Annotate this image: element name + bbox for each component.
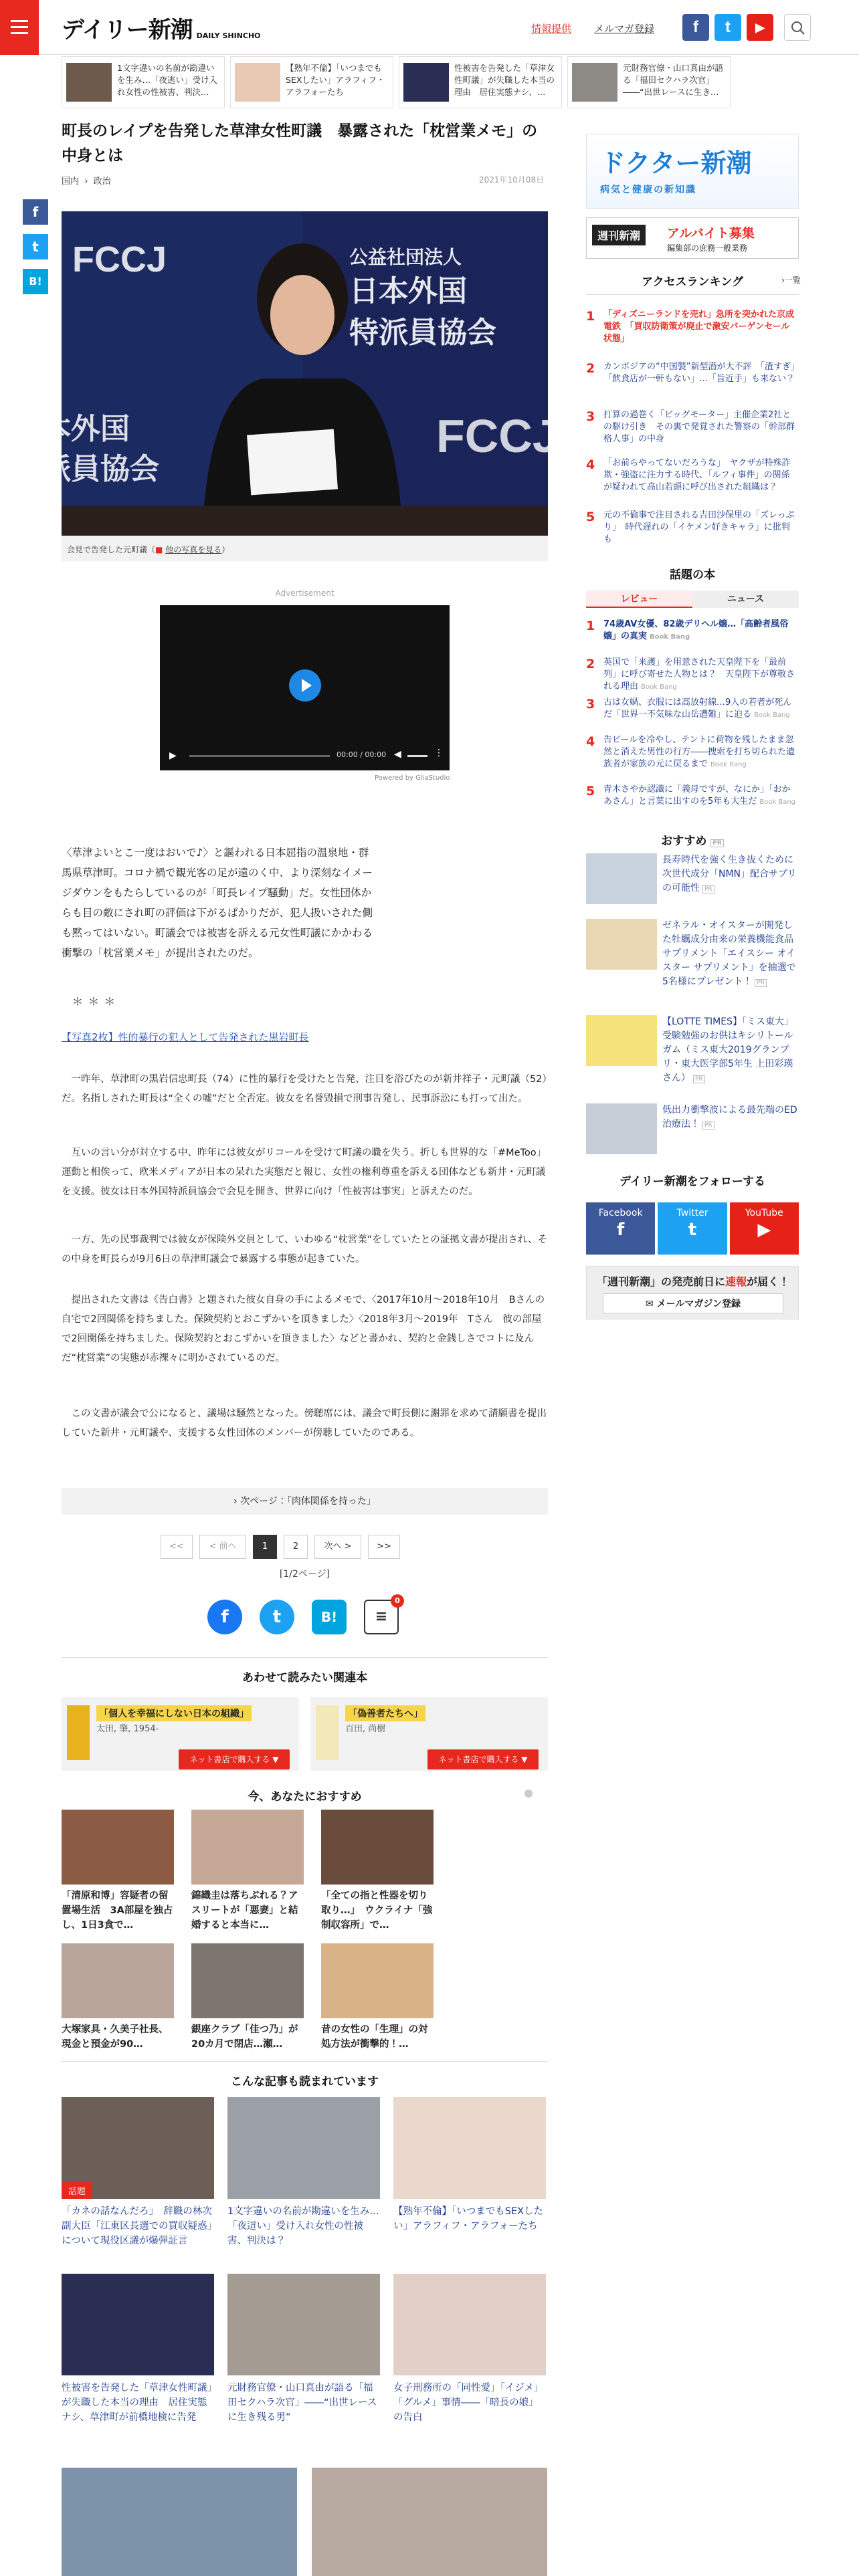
related-books-heading: あわせて読みたい関連本 <box>242 1671 367 1685</box>
comment-icon[interactable] <box>364 1596 400 1634</box>
recommend-item[interactable] <box>191 1810 304 1933</box>
article-paragraph: 〈草津よいとこ一度はおいで♪〉と謳われる日本屈指の温泉地・群馬県草津町。コロナ禍で観光客の足が遠のく中、より深刻なイメージダウンをもたらしているのが「町長レイプ騒動」だ。女性団体からも目の敵にされ町の評価は下がるばかりだが、犯人扱いされた側も黙ってはいない。町議会では被害を訴える元女性町議にかかわる衝撃の「枕営業メモ」が提出されたのだ。 <box>62 847 373 959</box>
youtube-icon: ▶ <box>757 1220 771 1240</box>
twitter-label: Twitter <box>676 1208 708 1218</box>
recommend-title: 「全ての指と性器を切り取り…」 ウクライナ「強制収容所」で… <box>321 1891 433 1931</box>
recommend-thumb <box>191 1943 304 2018</box>
article-date: 2021年10月08日 <box>479 175 545 185</box>
book-cover <box>67 1705 90 1760</box>
rank-title: 「ディズニーランドを売れ」急所を突かれた京成電鉄 「買収防衛策が廃止で激安バーゲンセール状態」 <box>603 310 794 344</box>
hero-text: FCCJ <box>72 239 167 280</box>
rank-title: 告ビールを冷やし、テントに荷物を残したまま忽然と消えた男性の行方――捜索を打ち切られた遺族者が家族の元に戻るまで <box>603 735 795 769</box>
rank-source: Book Bang <box>650 633 690 641</box>
facebook-share-icon[interactable]: f <box>207 1600 242 1634</box>
facebook-label: Facebook <box>598 1208 643 1218</box>
also-read-title: 1文字違いの名前が勘違いを生み…「夜這い」受け入れ女性の性被害、判決は？ <box>227 2206 379 2246</box>
rank-number: 4 <box>586 734 595 749</box>
rank-number: 1 <box>586 309 595 324</box>
recommend-item[interactable] <box>321 1943 434 2052</box>
bottom-thumb[interactable] <box>312 2468 547 2576</box>
osusume-thumb <box>586 853 657 904</box>
divider <box>62 1657 548 1658</box>
chevron-right-icon: › <box>233 1496 241 1507</box>
mail-icon: ✉ <box>646 1299 657 1309</box>
hatena-share-icon[interactable]: B! <box>23 269 48 294</box>
ad-subtitle: 病気と健康の新知識 <box>600 185 696 195</box>
article-title: 町長のレイプを告発した草津女性町議 暴露された「枕営業メモ」の中身とは <box>62 122 538 165</box>
book-cover <box>316 1705 339 1760</box>
also-read-title: 【熟年不倫】「いつまでもSEXしたい」アラフィフ・アラフォーたち <box>393 2206 544 2232</box>
section-divider: ＊＊＊ <box>72 995 121 1008</box>
search-button[interactable] <box>784 14 811 41</box>
rank-source: Book Bang <box>759 798 796 806</box>
tab-news[interactable]: ニュース <box>692 591 799 608</box>
last-page-button[interactable]: >> <box>368 1535 400 1559</box>
recommend-title: 昔の女性の「生理」の対処方法が衝撃的！… <box>321 2024 428 2050</box>
hero-image[interactable] <box>41 211 559 536</box>
also-read-item[interactable] <box>227 2274 380 2425</box>
pr-badge: PR <box>693 1075 705 1083</box>
also-read-title: 性被害を告発した「草津女性町議」が失職した本当の理由 居住実態ナシ、草津町が前橋地検に告発 <box>62 2383 212 2423</box>
facebook-icon[interactable]: f <box>682 14 709 41</box>
book-author: 百田, 尚樹 <box>345 1724 386 1734</box>
also-read-item[interactable] <box>393 2274 546 2425</box>
caption-end: ） <box>221 545 230 554</box>
youtube-label: YouTube <box>745 1208 783 1218</box>
also-read-thumb <box>393 2097 546 2199</box>
ad-title: アルバイト募集 <box>667 226 755 241</box>
top-related-item[interactable] <box>62 56 225 108</box>
volume-slider[interactable] <box>407 755 427 757</box>
recommend-thumb <box>62 1943 174 2018</box>
logo-text: デイリー新潮 <box>62 17 193 43</box>
pr-badge: PR <box>702 885 714 893</box>
top-related-thumb <box>235 63 280 102</box>
article-paragraph: この文書が議会で公になると、議場は騒然となった。傍聴席には、議会で町長側に謝罪を求めて請願書を提出していた新井・元町議や、支援する女性団体のメンバーが傍聴していたのである。 <box>62 1408 547 1438</box>
more-options-icon[interactable]: ⋮ <box>434 748 444 758</box>
pagination <box>161 1535 400 1559</box>
rank-number: 5 <box>586 510 595 524</box>
recommend-item[interactable] <box>191 1943 304 2052</box>
recommend-item[interactable] <box>62 1810 174 1933</box>
also-read-title: 元財務官僚・山口真由が語る「福田セクハラ次官」――“出世レースに生き残る男” <box>227 2383 377 2423</box>
book-title: 「偽善者たちへ」 <box>345 1705 425 1721</box>
info-link[interactable]: 情報提供 <box>531 23 572 35</box>
newsletter-text: 「週刊新潮」の発売前日に速報が届く！ <box>596 1275 790 1288</box>
newsletter-signup-button[interactable]: ✉ メールマガジン登録 <box>603 1293 783 1313</box>
osusume-title: 【LOTTE TIMES】「ミス東大」受験勉強のお供はキシリトールガム（ミス東大2019グランプリ・東大医学部5年生 上田彩瑛さん） <box>662 1016 793 1083</box>
small-play-icon[interactable]: ▶ <box>169 750 177 761</box>
article-paragraph: 提出された文書は《告白書》と題された彼女自身の手によるメモで、〈2017年10月〜2018年10月 Bさんの自宅で2回関係を持ちました。保険契約とおこずかいを頂きました〉〈2018年3月〜2019年 Tさん 彼の部屋で2回関係を持ちました。保険契約とおこずかいを頂きました〉などと書かれ、契約と金銭しさでコトに及んだ“枕営業”の実態が赤裸々に明かされているのだ。 <box>62 1295 545 1364</box>
also-read-heading: こんな記事も読まれています <box>231 2075 379 2088</box>
newsletter-link[interactable]: メルマガ登録 <box>594 23 655 35</box>
comment-glyph: ≡ <box>375 1608 388 1625</box>
osusume-thumb <box>586 1103 657 1154</box>
rank-title: 英国で「来護」を用意された天皇陛下を「最前列」に呼び寄せた人物とは？ 天皇陛下が尊敬される理由 <box>603 657 795 691</box>
also-read-item[interactable] <box>62 2097 214 2248</box>
buy-book-button[interactable]: ネット書店で購入する ▼ <box>427 1749 539 1769</box>
also-read-item[interactable] <box>227 2097 380 2248</box>
hero-text: 派員協会 <box>41 452 159 486</box>
osusume-item[interactable] <box>586 1015 799 1089</box>
newsletter-box <box>586 1266 799 1319</box>
also-read-thumb <box>62 2097 214 2199</box>
rank-number: 2 <box>586 657 595 671</box>
follow-facebook-button[interactable] <box>586 1202 655 1255</box>
rank-number: 3 <box>586 409 595 424</box>
rank-number: 5 <box>586 784 595 798</box>
powered-by: Powered by GliaStudio <box>375 774 450 782</box>
ad-title: ドクター新潮 <box>600 148 752 178</box>
also-read-item[interactable] <box>393 2097 546 2234</box>
ad-choices-icon[interactable] <box>524 1790 533 1798</box>
top-related-thumb <box>403 63 449 102</box>
hero-text: 本外国 <box>41 412 130 446</box>
rank-title: 74歳AV女優、82歳デリヘル嬢…「高齢者風俗嬢」の真実 <box>603 619 789 641</box>
top-related-item[interactable] <box>399 56 562 108</box>
hero-text: FCCJ <box>436 410 559 462</box>
rank-title: 打算の過巻く「ビッグモーター」主催企業2社との駆け引き その裏で発覚された警察の「幹部群格人事」の中身 <box>603 410 795 444</box>
osusume-thumb <box>586 1015 657 1066</box>
also-read-thumb <box>227 2274 380 2375</box>
twitter-icon: t <box>688 1220 697 1240</box>
play-icon[interactable] <box>289 669 321 702</box>
breadcrumb-item[interactable]: 国内 <box>62 177 80 187</box>
also-read-title: 「カネの話なんだろ」 辞職の林次副大臣「江東区長選での買収疑惑」について現役区議が爆弾証言 <box>62 2206 212 2246</box>
ad-label: Advertisement <box>275 588 335 598</box>
divider <box>586 294 799 295</box>
camera-icon: ■ <box>155 545 163 554</box>
recommend-item[interactable] <box>321 1810 434 1933</box>
twitter-share-icon[interactable]: t <box>260 1600 294 1634</box>
page-1-button[interactable]: 1 <box>253 1535 277 1559</box>
recommend-thumb <box>191 1810 304 1885</box>
site-header <box>0 0 859 55</box>
book-card[interactable] <box>310 1697 548 1771</box>
pr-badge: PR <box>702 1121 714 1130</box>
page-2-button[interactable]: 2 <box>284 1535 308 1559</box>
also-read-thumb <box>393 2274 546 2375</box>
osusume-item[interactable] <box>586 919 799 999</box>
rank-source: Book Bang <box>710 761 747 768</box>
breadcrumb-separator: › <box>82 177 94 187</box>
video-controls <box>160 741 450 770</box>
recommend-title: 大塚家具・久美子社長、現金と預金が90… <box>62 2024 169 2050</box>
comment-count-badge: 0 <box>391 1594 404 1608</box>
side-share-bar <box>23 199 48 304</box>
breadcrumb <box>62 174 111 187</box>
recommend-item[interactable] <box>62 1943 174 2052</box>
hatena-share-icon[interactable]: B! <box>312 1600 347 1634</box>
osusume-title: 低出力衝撃波による最先端のED治療法！ <box>662 1105 797 1130</box>
article-paragraph: 一方、先の民事裁判では彼女が保険外交員として、いわゆる“枕営業”をしていたとの証拠文書が提出され、その中身を町長らが9月6日の草津町議会で暴露する事態が起きていた。 <box>62 1235 548 1265</box>
video-progress[interactable] <box>189 755 330 757</box>
rank-source: Book Bang <box>641 683 677 691</box>
photo-gallery-link[interactable]: 【写真2枚】性的暴行の犯人として告発された黒岩町長 <box>62 1031 309 1043</box>
caption-text: 会見で告発した元町議（ <box>67 545 156 554</box>
site-logo[interactable] <box>62 15 261 44</box>
osusume-title: ゼネラル・オイスターが開発した牡蠣成分由来の栄養機能食品サプリメント「エイスシー オイスター サプリメント」を抽選で5名様にプレゼント！ <box>662 920 796 987</box>
book-ranking-tabs <box>586 591 799 608</box>
image-caption <box>62 536 548 561</box>
menu-bar <box>11 20 28 22</box>
also-read-title: 女子刑務所の「同性愛」「イジメ」「グルメ」事情――「暗長の娘」の告白 <box>393 2383 544 2423</box>
page-count: [1/2ページ] <box>279 1569 330 1580</box>
recommend-thumb <box>321 1810 434 1885</box>
recommend-title: 錦織圭は落ちぶれる？アスリートが「悪妻」と結婚すると本当に… <box>191 1891 298 1931</box>
book-author: 太田, 肇, 1954- <box>96 1724 159 1734</box>
book-ranking-heading: 話題の本 <box>670 568 715 582</box>
rank-number: 4 <box>586 457 595 472</box>
search-icon <box>785 15 812 41</box>
facebook-icon: f <box>617 1220 625 1240</box>
follow-twitter-button[interactable] <box>658 1202 727 1255</box>
follow-buttons <box>586 1202 799 1255</box>
facebook-share-icon[interactable]: f <box>23 199 48 225</box>
topic-tag: 話題 <box>62 2182 92 2199</box>
rank-title: 「お前らやってないだろうな」 ヤクザが特殊詐欺・強盗に注力する時代、「ルフィ事件」の関係が疑われて高山若頭に呼び出された組織は？ <box>603 458 791 492</box>
rank-number: 3 <box>586 697 595 712</box>
top-related-title: 1文字違いの名前が勘違いを生み…「夜逃い」受け入れ女性の性被害、判決… <box>117 63 218 97</box>
top-related-item[interactable] <box>567 56 731 108</box>
rank-number: 1 <box>586 619 595 633</box>
recommend-thumb <box>321 1943 434 2018</box>
buy-book-button[interactable]: ネット書店で購入する ▼ <box>179 1749 290 1769</box>
rank-number: 2 <box>586 361 595 376</box>
follow-youtube-button[interactable] <box>730 1202 799 1255</box>
recommend-title: 銀座クラブ「佳つ乃」が20カ月で閉店…瀬… <box>191 2024 298 2050</box>
hamburger-menu-button[interactable] <box>0 0 39 55</box>
book-card[interactable] <box>62 1697 299 1771</box>
twitter-icon[interactable]: t <box>714 14 741 41</box>
first-page-button[interactable]: << <box>161 1535 193 1559</box>
ranking-more-link[interactable]: ›一覧 <box>781 276 801 285</box>
article-paragraph: 互いの言い分が対立する中、昨年には彼女がリコールを受けて町議の職を失う。折しも世界的な「#MeToo」運動と相俟って、欧米メディアが日本の呆れた実態だと報じ、女性の権利尊重を訴える団体なども新井・元町議を支援。彼女は日本外国特派員協会で会見を開き、世界に向け「性被害は事実」と訴えたのだ。 <box>62 1148 547 1197</box>
rank-title: カンボジアの“中国製”新型潜が大不評 「渣すぎ」「飲食店が一軒もない」…「旨近手」も来ない？ <box>603 362 795 384</box>
ad-banner-doctor[interactable] <box>586 134 799 209</box>
video-time: 00:00 / 00:00 <box>337 750 387 759</box>
top-related-thumb <box>572 63 617 102</box>
also-read-thumb <box>227 2097 380 2199</box>
next-page-link[interactable] <box>62 1488 548 1515</box>
top-related-title: 性被害を告発した「草津女性町議」が失職した本当の理由 居住実態ナシ、… <box>454 63 555 97</box>
menu-bar <box>11 26 28 28</box>
breadcrumb-item[interactable]: 政治 <box>93 177 111 187</box>
twitter-share-icon[interactable]: t <box>23 234 48 259</box>
osusume-item[interactable] <box>586 853 803 907</box>
recommend-title: 「清原和博」容疑者の留置場生活 3A部屋を独占し、1日3食で… <box>62 1891 173 1931</box>
next-page-button[interactable]: 次へ > <box>314 1535 361 1559</box>
volume-icon[interactable]: ◀ <box>394 749 401 760</box>
menu-bar <box>11 32 28 34</box>
tab-review[interactable]: レビュー <box>586 591 692 608</box>
press-conference-photo <box>41 211 559 536</box>
hero-text: 日本外国 <box>349 274 467 308</box>
pr-badge: PR <box>710 839 724 847</box>
bottom-share-bar <box>207 1596 400 1634</box>
pr-badge: PR <box>755 979 767 987</box>
hero-text: 公益社団法人 <box>349 246 462 268</box>
rank-title: 元の不倫事で注目される吉田沙保里の「ズレっぷり」 時代遅れの「イケメン好きキャラ」に批判も <box>603 510 795 544</box>
more-photos-link[interactable]: 他の写真を見る <box>165 545 222 554</box>
divider <box>62 2061 548 2062</box>
video-player[interactable] <box>160 605 450 770</box>
next-page-label: 次ページ：「肉体関係を持った」 <box>240 1496 376 1507</box>
ad-desc: 編集部の庶務一般業務 <box>667 243 748 253</box>
article-paragraph: 一昨年、草津町の黒岩信忠町長（74）に性的暴行を受けたと告発、注目を浴びたのが新井祥子・元町議（52）だ。名指しされた町長は“全くの嘘”だと全否定。彼女を名誉毀損で刑事告発し、民事訴訟にも打って出た。 <box>62 1074 547 1104</box>
also-read-item[interactable] <box>62 2274 214 2425</box>
ad-banner-shincho[interactable] <box>586 217 799 259</box>
hero-text: 特派員協会 <box>349 316 496 350</box>
osusume-item[interactable] <box>586 1103 799 1157</box>
logo-sub: DAILY SHINCHO <box>196 31 261 40</box>
ad-brand: 週刊新潮 <box>592 225 646 245</box>
osusume-heading: おすすめ PR <box>586 831 799 848</box>
youtube-icon[interactable]: ▶ <box>747 14 773 41</box>
osusume-title: 長寿時代を強く生き抜くために 次世代成分「NMN」配合サプリの可能性 <box>662 855 803 893</box>
access-ranking-heading: アクセスランキング <box>642 276 743 289</box>
osusume-thumb <box>586 919 657 970</box>
book-title: 「個人を幸福にしない日本の組織」 <box>96 1705 252 1721</box>
rank-title: 古は女媧、衣服には高放射線…9人の若者が死んだ「世界一不気味な山岳遭難」に迫る <box>603 697 792 720</box>
follow-heading: デイリー新潮をフォローする <box>619 1175 766 1188</box>
rank-source: Book Bang <box>754 712 790 719</box>
rank-title: 青木さやか認識に「義母ですが、なにか」「おかあさん」と言葉に出すのを5年も大生だ <box>603 784 791 807</box>
prev-page-button[interactable]: < 前へ <box>199 1535 246 1559</box>
top-related-title: 【熟年不倫】「いつまでもSEXしたい」アラフィフ・アラフォーたち <box>286 63 385 97</box>
top-related-thumb <box>66 63 112 102</box>
top-related-title: 元財務官僚・山口真由が語る「福田セクハラ次官」――“出世レースに生き… <box>623 63 724 97</box>
bottom-thumb[interactable] <box>62 2468 297 2576</box>
recommend-thumb <box>62 1810 174 1885</box>
also-read-thumb <box>62 2274 214 2375</box>
top-related-item[interactable] <box>230 56 393 108</box>
recommend-heading: 今、あなたにおすすめ <box>248 1790 362 1804</box>
